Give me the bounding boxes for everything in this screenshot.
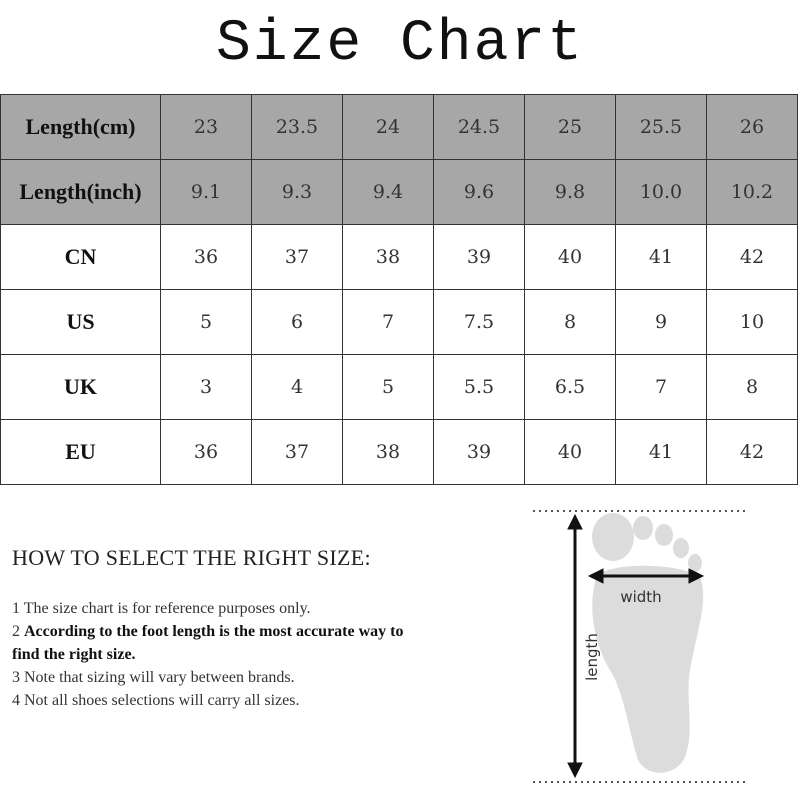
- table-cell: 9.4: [343, 160, 434, 225]
- note-item: [12, 666, 412, 689]
- row-label: US: [1, 290, 161, 355]
- note-number: 1: [12, 600, 20, 617]
- note-number: 3: [12, 669, 20, 686]
- table-cell: 36: [161, 225, 252, 290]
- foot-measure-diagram: [525, 505, 755, 790]
- note-item: [12, 620, 412, 666]
- table-cell: 9.1: [161, 160, 252, 225]
- length-arrow: [568, 515, 582, 777]
- table-cell: 6.5: [525, 355, 616, 420]
- table-cell: 24.5: [434, 95, 525, 160]
- table-cell: 7.5: [434, 290, 525, 355]
- table-cell: 7: [616, 355, 707, 420]
- table-cell: 25: [525, 95, 616, 160]
- note-text: According to the foot length is the most accurate way to find the right size.: [12, 623, 404, 663]
- note-number: 4: [12, 692, 20, 709]
- table-cell: 39: [434, 420, 525, 485]
- table-cell: 40: [525, 225, 616, 290]
- table-cell: 25.5: [616, 95, 707, 160]
- table-cell: 10.0: [616, 160, 707, 225]
- table-cell: 4: [252, 355, 343, 420]
- table-cell: 8: [525, 290, 616, 355]
- foot-icon: [592, 513, 703, 773]
- table-cell: 9.3: [252, 160, 343, 225]
- table-cell: 9.8: [525, 160, 616, 225]
- table-cell: 38: [343, 420, 434, 485]
- row-label: EU: [1, 420, 161, 485]
- table-cell: 6: [252, 290, 343, 355]
- guide-heading: HOW TO SELECT THE RIGHT SIZE:: [12, 545, 371, 570]
- table-row-uk: [1, 355, 798, 420]
- note-text: Note that sizing will vary between brands.: [24, 669, 295, 686]
- table-row-us: [1, 290, 798, 355]
- table-row-length-inch: [1, 160, 798, 225]
- width-label: width: [620, 588, 662, 606]
- table-cell: 7: [343, 290, 434, 355]
- note-text: The size chart is for reference purposes only.: [23, 600, 311, 617]
- table-cell: 9.6: [434, 160, 525, 225]
- page-title: Size Chart: [215, 12, 585, 77]
- table-cell: 41: [616, 225, 707, 290]
- table-cell: 5: [343, 355, 434, 420]
- length-label: length: [583, 633, 601, 681]
- table-cell: 8: [707, 355, 798, 420]
- row-label: UK: [1, 355, 161, 420]
- note-item: [12, 689, 412, 712]
- table-cell: 3: [161, 355, 252, 420]
- guide-notes: [12, 597, 412, 712]
- table-row-eu: [1, 420, 798, 485]
- row-label: CN: [1, 225, 161, 290]
- table-cell: 40: [525, 420, 616, 485]
- row-label: Length(inch): [1, 160, 161, 225]
- table-row-length-cm: [1, 95, 798, 160]
- note-number: 2: [12, 623, 20, 640]
- table-cell: 10: [707, 290, 798, 355]
- table-cell: 38: [343, 225, 434, 290]
- size-chart-table: [0, 94, 798, 485]
- table-cell: 23: [161, 95, 252, 160]
- note-text: Not all shoes selections will carry all sizes.: [24, 692, 300, 709]
- table-cell: 9: [616, 290, 707, 355]
- table-cell: 41: [616, 420, 707, 485]
- table-cell: 26: [707, 95, 798, 160]
- table-cell: 37: [252, 225, 343, 290]
- row-label: Length(cm): [1, 95, 161, 160]
- note-item: [12, 597, 412, 620]
- table-cell: 39: [434, 225, 525, 290]
- table-cell: 23.5: [252, 95, 343, 160]
- table-cell: 36: [161, 420, 252, 485]
- table-row-cn: [1, 225, 798, 290]
- table-cell: 10.2: [707, 160, 798, 225]
- table-cell: 5.5: [434, 355, 525, 420]
- table-cell: 37: [252, 420, 343, 485]
- table-cell: 42: [707, 420, 798, 485]
- table-cell: 24: [343, 95, 434, 160]
- table-cell: 42: [707, 225, 798, 290]
- table-cell: 5: [161, 290, 252, 355]
